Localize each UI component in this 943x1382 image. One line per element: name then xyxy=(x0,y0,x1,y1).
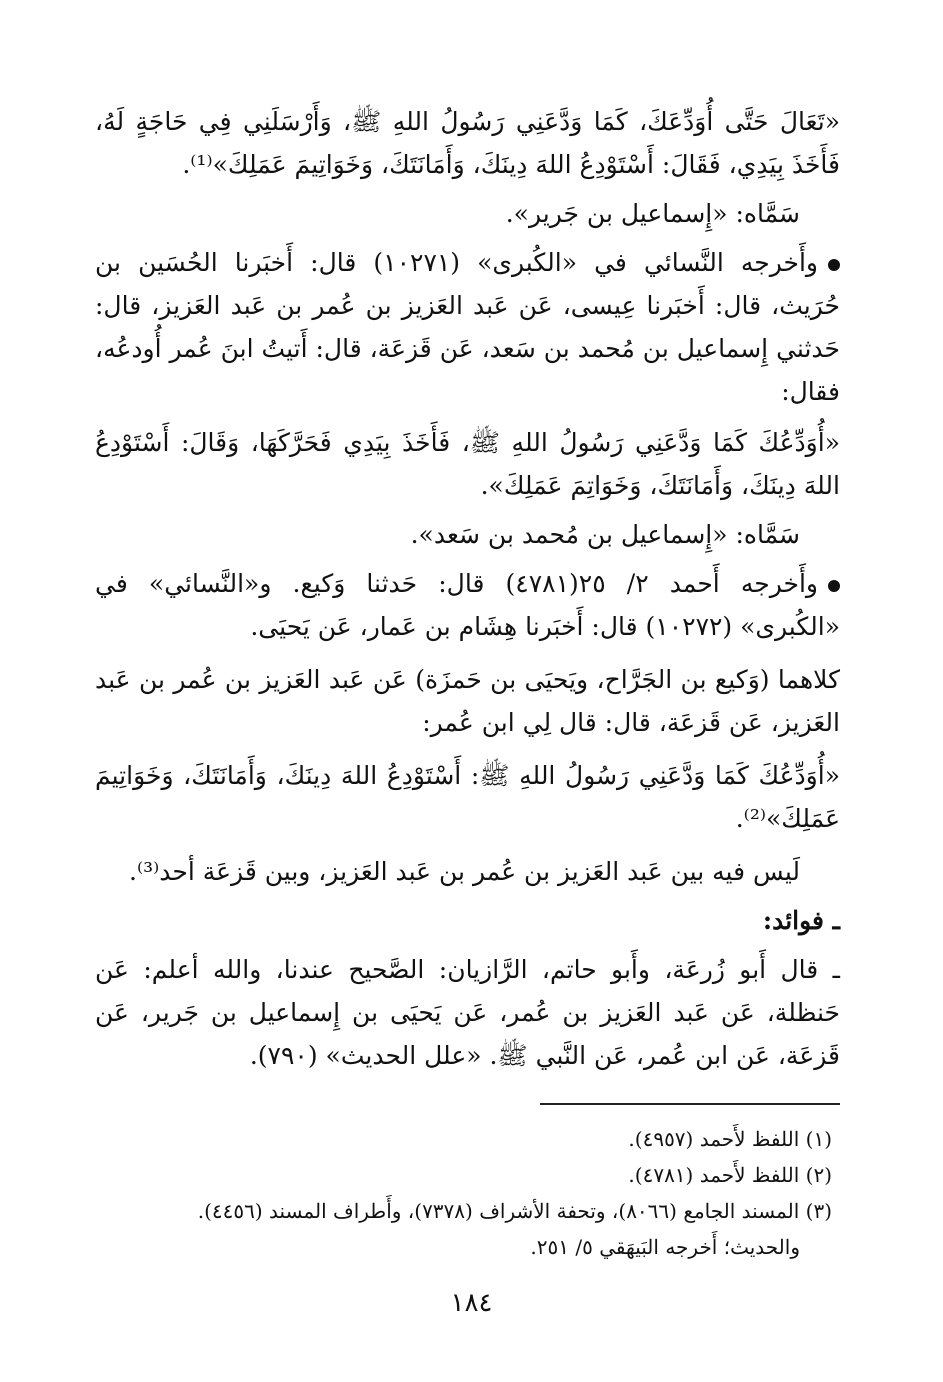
bullet-icon xyxy=(828,259,840,271)
footnote-3: (٣) المسند الجامع (٨٠٦٦)، وتحفة الأشراف (٧٣٧٨)، وأَطراف المسند (٤٤٥٦). xyxy=(197,1199,832,1223)
page-number: ١٨٤ xyxy=(450,1288,493,1318)
takhrij-ahmad xyxy=(95,562,840,648)
hadith-text-1: «تَعَالَ حَتَّى أُوَدِّعَكَ، كَمَا وَدَّعَنِي رَسُولُ اللهِ ﷺ، وَأَرْسَلَنِي فِي حَاجَةٍ لَهُ، فَأَخَذَ بِيَدِي، فَقَالَ: أَسْتَوْدِعُ اللهَ دِينَكَ، وَأَمَانَتَكَ، وَخَوَاتِيمَ عَمَلِكَ»⁽¹⁾. xyxy=(95,107,840,179)
isnad-both: كلاهما (وَكيع بن الجَرَّاح، ويَحيَى بن حَمزَة) عَن عَبد العَزيز بن عُمر بن عَبد العَزيز، عَن قَزعَة، قال: قال لِي ابن عُمر: xyxy=(95,665,840,737)
benefits-text: ـ قال أَبو زُرعَة، وأَبو حاتم، الرَّازيان: الصَّحيح عندنا، والله أعلم: عَن حَنظلة، عَن عَبد العَزيز بن عُمر، عَن يَحيَى بن إِسماعيل بن جَرير، عَن قَزعَة، عَن ابن عُمر، عَن النَّبي ﷺ. «علل الحديث» (٧٩٠). xyxy=(95,955,840,1070)
takhrij-nasai-text: وأَخرجه النَّسائي في «الكُبرى» (١٠٢٧١) قال: أَخبَرنا الحُسَين بن حُرَيث، قال: أَخبَرنا عِيسى، عَن عَبد العَزيز بن عُمر بن عَبد العَزيز، قال: حَدثني إِسماعيل بن مُحمد بن سَعد، عَن قَزعَة، قال: أَتيتُ ابنَ عُمر أُودعُه، فقال: xyxy=(95,248,840,406)
footnote-2: (٢) اللفظ لأَحمد (٤٧٨١). xyxy=(628,1163,832,1187)
footnote-3-continued: والحديث؛ أَخرجه البَيهَقي ٥/ ٢٥١. xyxy=(530,1235,800,1259)
page-body xyxy=(95,100,840,1340)
naming-note-2: سَمَّاه: «إِسماعيل بن مُحمد بن سَعد». xyxy=(410,520,800,549)
naming-note-1: سَمَّاه: «إِسماعيل بن جَرير». xyxy=(505,199,800,228)
isnad-note: لَيس فيه بين عَبد العَزيز بن عُمر بن عَبد العَزيز، وبين قَزعَة أحد⁽³⁾. xyxy=(129,857,800,886)
takhrij-ahmad-text: وأَخرجه أَحمد ٢/ ٢٥(٤٧٨١) قال: حَدثنا وَكيع. و«النَّسائي» في «الكُبرى» (١٠٢٧٢) قال: أَخبَرنا هِشَام بن عَمار، عَن يَحيَى. xyxy=(95,569,840,641)
bullet-icon xyxy=(828,580,840,592)
footnote-divider xyxy=(540,1103,840,1105)
footnote-1: (١) اللفظ لأَحمد (٤٩٥٧). xyxy=(628,1127,832,1151)
hadith-text-2: «أُوَدِّعُكَ كَمَا وَدَّعَنِي رَسُولُ اللهِ ﷺ، فَأَخَذَ بِيَدِي فَحَرَّكَهَا، وَقَالَ: أَسْتَوْدِعُ اللهَ دِينَكَ، وَأَمَانَتَكَ، وَخَوَاتِمَ عَمَلِكَ». xyxy=(95,428,840,500)
hadith-text-3: «أُوَدِّعُكَ كَمَا وَدَّعَنِي رَسُولُ اللهِ ﷺ: أَسْتَوْدِعُ اللهَ دِينَكَ، وَأَمَانَتَكَ، وَخَوَاتِيمَ عَمَلِكَ»⁽²⁾. xyxy=(95,761,840,833)
takhrij-nasai xyxy=(95,241,840,413)
benefits-heading: ـ فوائد: xyxy=(762,906,840,935)
